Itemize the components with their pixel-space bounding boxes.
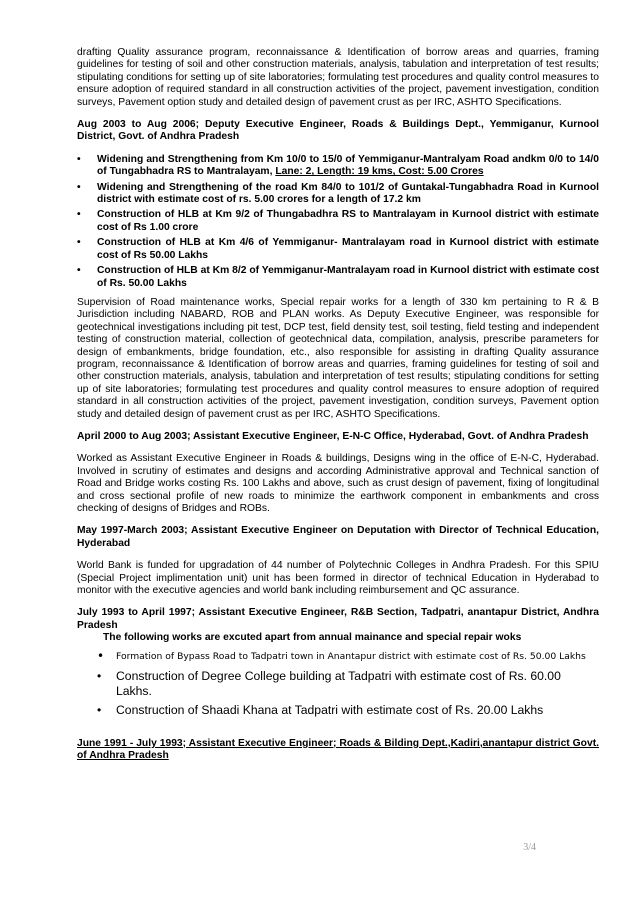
section-heading-kadiri: June 1991 - July 1993; Assistant Executive Engineer; Roads & Bilding Dept.,Kadiri,anantapur district Govt. of Andhra Pradesh <box>77 737 599 762</box>
paragraph-intro: drafting Quality assurance program, reconnaissance & Identification of borrow areas and quarries, framing guidelines for testing of soil and other construction materials, analysis, tabulation and interpretation of test results; stipulating conditions for setting up of site laboratories; formulating test procedures and quality control measures to ensure adoption of required standard in all construction activities of the project, pavement investigation, condition surveys, Pavement option study and detailed design of pavement crust as per IRC, ASHTO Specifications. <box>77 47 599 108</box>
document-page <box>77 47 599 762</box>
list-item: • Construction of HLB at Km 8/2 of Yemmiganur-Mantralayam road in Kurnool district with estimate cost of Rs. 50.00 Lakhs <box>77 265 599 290</box>
list-item: • Formation of Bypass Road to Tadpatri town in Anantapur district with estimate cost of Rs. 50.00 Lakhs <box>97 648 599 665</box>
paragraph-supervision: Supervision of Road maintenance works, Special repair works for a length of 330 km pertaining to R & B Jurisdiction including NABARD, ROB and PLAN works. As Deputy Executive Engineer, was responsible for geotechnical investigations including pit test, DCP test, field density test, soil testing, field testing and independent testing of construction material, collection of geotechnical data, compilation, analysis, prescribe parameters for design of embankments, bridge foundation, etc., also responsible for assisting in drafting Quality assurance program, reconnaissance & Identification of borrow areas and quarries, framing guidelines for testing of soil and other construction materials, analysis, tabulation and interpretation of test results; stipulating conditions for setting up of site laboratories; formulating test procedures and quality control measures to ensure adoption of required standard in all construction activities of the project, pavement investigation, condition surveys, Pavement option study and detailed design of pavement crust as per IRC, ASHTO Specifications. <box>77 296 599 420</box>
section-heading-tadpatri: July 1993 to April 1997; Assistant Executive Engineer, R&B Section, Tadpatri, anantapur District, Andhra Pradesh <box>77 607 599 631</box>
list-item: • Construction of Shaadi Khana at Tadpatri with estimate cost of Rs. 20.00 Lakhs <box>97 703 599 718</box>
paragraph-deputation: World Bank is funded for upgradation of 44 number of Polytechnic Colleges in Andhra Pradesh. For this SPIU (Special Project implimentation unit) unit has been formed in director of technical Education in Hyderabad to monitor with the executive agencies and world bank including reimbursement and QC assurance. <box>77 560 599 597</box>
section-heading-deputy-ee: Aug 2003 to Aug 2006; Deputy Executive Engineer, Roads & Buildings Dept., Yemmiganur, Kurnool District, Govt. of Andhra Pradesh <box>77 119 599 143</box>
page-number: 3/4 <box>523 842 536 853</box>
section-heading-enc-office: April 2000 to Aug 2003; Assistant Executive Engineer, E-N-C Office, Hyderabad, Govt. of Andhra Pradesh <box>77 430 589 442</box>
section-heading-deputation: May 1997-March 2003; Assistant Executive Engineer on Deputation with Director of Technical Education, Hyderabad <box>77 525 599 549</box>
paragraph-enc-office: Worked as Assistant Executive Engineer in Roads & buildings, Designs wing in the office of E-N-C, Hyderabad. Involved in scrutiny of estimates and designs and according Administrative approval and Technical sanction of Road and Bridge works costing Rs. 100 Lakhs and above, such as crust design of pavement, fixing of longitudinal and cross sectional profile of new roads to minimize the earthwork component in embankments and cross checking of designs of Bridges and ROBs. <box>77 453 599 514</box>
list-item: • Widening and Strengthening of the road Km 84/0 to 101/2 of Guntakal-Tungabhadra Road in Kurnool district with estimate cost of rs. 5.00 crores for a length of 17.2 km <box>77 182 599 207</box>
works-list-yemmiganur <box>77 154 599 290</box>
works-intro: The following works are excuted apart from annual mainance and special repair woks <box>103 632 522 644</box>
list-item: • Construction of Degree College building at Tadpatri with estimate cost of Rs. 60.00 Lakhs. <box>97 669 599 699</box>
list-item: • Construction of HLB at Km 9/2 of Thungabadhra RS to Mantralayam in Kurnool district with estimate cost of Rs 1.00 crore <box>77 209 599 234</box>
list-item: • Widening and Strengthening from Km 10/0 to 15/0 of Yemmiganur-Mantralyam Road andkm 0/0 to 14/0 of Tungabhadra RS to Mantralayam, Lane: 2, Length: 19 kms, Cost: 5.00 Crores <box>77 154 599 179</box>
works-list-tadpatri <box>77 648 599 718</box>
list-item: • Construction of HLB at Km 4/6 of Yemmiganur- Mantralayam road in Kurnool district with estimate cost of Rs 50.00 Lakhs <box>77 237 599 262</box>
